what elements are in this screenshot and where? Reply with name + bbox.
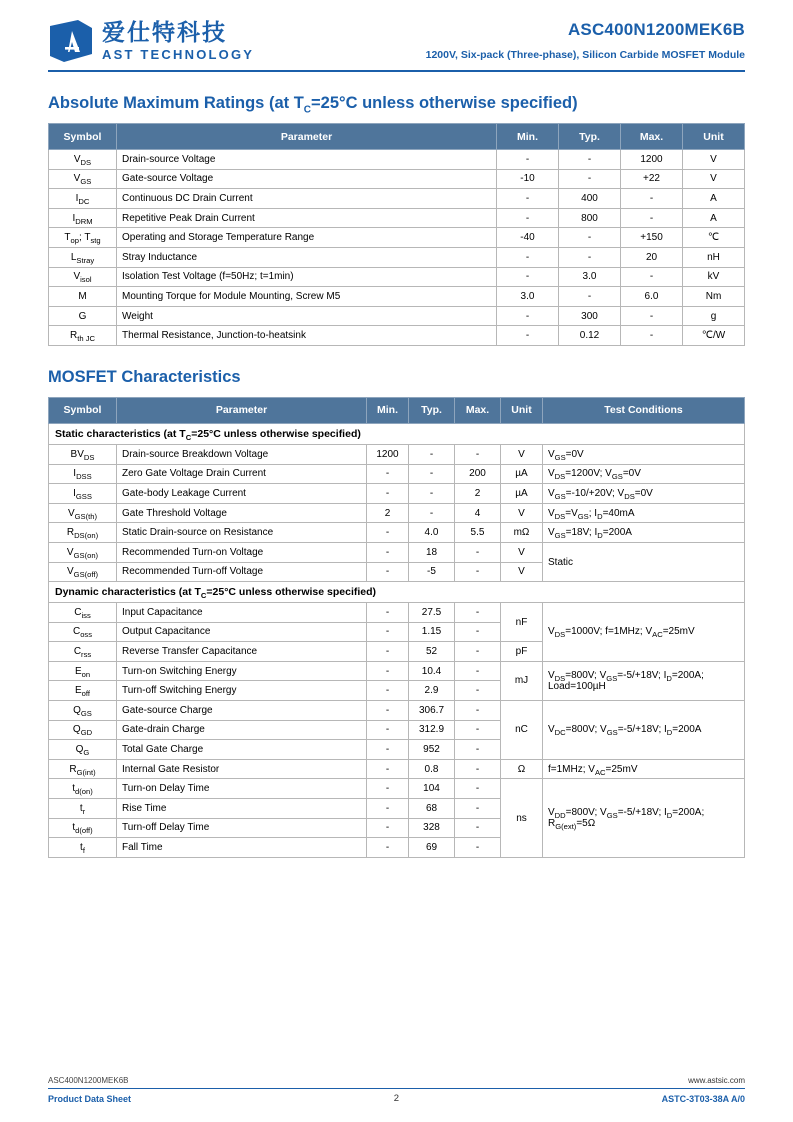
cell-typ: 1.15: [409, 622, 455, 642]
table-row: [49, 287, 745, 307]
col-symbol: Symbol: [49, 397, 117, 423]
cell-typ: 18: [409, 542, 455, 562]
cell-min: -: [367, 759, 409, 779]
cell-symbol: $R_{th JC}$: [49, 326, 117, 346]
cell-min: -: [367, 838, 409, 858]
cell-parameter: Stray Inductance: [117, 247, 497, 267]
cell-typ: 68: [409, 799, 455, 819]
cell-typ: 312.9: [409, 720, 455, 740]
cell-max: -: [455, 701, 501, 721]
cell-unit: V: [501, 444, 543, 464]
cell-parameter: Rise Time: [117, 799, 367, 819]
table-row: [49, 701, 745, 721]
cell-unit: nF: [501, 603, 543, 642]
cell-parameter: Reverse Transfer Capacitance: [117, 642, 367, 662]
footer-doc-type: Product Data Sheet: [48, 1093, 132, 1104]
cell-unit: V: [683, 150, 745, 170]
cell-min: -: [367, 818, 409, 838]
cell-max: -: [455, 779, 501, 799]
cell-typ: 2.9: [409, 681, 455, 701]
cell-parameter: Total Gate Charge: [117, 740, 367, 760]
section-title-absolute-maximum-ratings: Absolute Maximum Ratings (at $T_C=25^\circ C$ unless otherwise specified): [48, 94, 578, 116]
cell-min: -: [367, 562, 409, 582]
cell-min: -40: [497, 228, 559, 248]
cell-parameter: Recommended Turn-on Voltage: [117, 542, 367, 562]
cell-parameter: Zero Gate Voltage Drain Current: [117, 464, 367, 484]
cell-unit: kV: [683, 267, 745, 287]
cell-typ: 400: [559, 189, 621, 209]
cell-min: -: [497, 247, 559, 267]
col-parameter: Parameter: [117, 397, 367, 423]
cell-typ: 27.5: [409, 603, 455, 623]
cell-symbol: $E_{off}$: [49, 681, 117, 701]
cell-parameter: Drain-source Voltage: [117, 150, 497, 170]
cell-symbol: $t_{d(on)}$: [49, 779, 117, 799]
cell-unit: g: [683, 306, 745, 326]
brand-name-en: AST TECHNOLOGY: [102, 46, 255, 62]
cell-symbol: $Q_G$: [49, 740, 117, 760]
cell-max: +150: [621, 228, 683, 248]
cell-unit: V: [501, 503, 543, 523]
cell-min: -: [497, 306, 559, 326]
cell-unit: Ω: [501, 759, 543, 779]
cell-typ: 104: [409, 779, 455, 799]
cell-max: 5.5: [455, 523, 501, 543]
cell-unit: V: [501, 542, 543, 562]
cell-max: 200: [455, 464, 501, 484]
cell-min: -: [367, 740, 409, 760]
cell-parameter: Weight: [117, 306, 497, 326]
cell-typ: 52: [409, 642, 455, 662]
cell-max: -: [455, 444, 501, 464]
cell-symbol: $I_{DSS}$: [49, 464, 117, 484]
cell-min: -: [367, 484, 409, 504]
table-row: [49, 503, 745, 523]
cell-max: -: [455, 740, 501, 760]
cell-max: -: [455, 603, 501, 623]
table-row: [49, 267, 745, 287]
cell-parameter: Fall Time: [117, 838, 367, 858]
part-description: 1200V, Six-pack (Three-phase), Silicon Carbide MOSFET Module: [425, 49, 745, 61]
cell-min: -: [367, 642, 409, 662]
cell-unit: Nm: [683, 287, 745, 307]
cell-max: 4: [455, 503, 501, 523]
cell-parameter: Gate Threshold Voltage: [117, 503, 367, 523]
cell-symbol: $C_{oss}$: [49, 622, 117, 642]
cell-typ: 69: [409, 838, 455, 858]
cell-typ: -: [409, 464, 455, 484]
cell-typ: 328: [409, 818, 455, 838]
cell-unit: mJ: [501, 661, 543, 700]
cell-unit: ℃: [683, 228, 745, 248]
cell-symbol: $V_{GS}$: [49, 169, 117, 189]
cell-typ: 306.7: [409, 701, 455, 721]
table-row: [49, 523, 745, 543]
col-symbol: Symbol: [49, 124, 117, 150]
cell-max: -: [455, 642, 501, 662]
cell-symbol: $t_{d(off)}$: [49, 818, 117, 838]
cell-typ: 952: [409, 740, 455, 760]
cell-max: -: [621, 267, 683, 287]
cell-typ: 10.4: [409, 661, 455, 681]
cell-symbol: G: [49, 306, 117, 326]
cell-parameter: Turn-on Switching Energy: [117, 661, 367, 681]
cell-symbol: $C_{rss}$: [49, 642, 117, 662]
cell-parameter: Gate-drain Charge: [117, 720, 367, 740]
table-row: [49, 150, 745, 170]
cell-min: -: [367, 603, 409, 623]
part-number: ASC400N1200MEK6B: [567, 20, 745, 39]
cell-max: 2: [455, 484, 501, 504]
cell-min: -10: [497, 169, 559, 189]
section-title-mosfet-characteristics: MOSFET Characteristics: [48, 367, 241, 386]
table-row: [49, 464, 745, 484]
subsection-header-static: [49, 423, 745, 444]
col-typ: Typ.: [559, 124, 621, 150]
footer-website: www.astsic.com: [688, 1076, 745, 1085]
cell-parameter: Input Capacitance: [117, 603, 367, 623]
table-row: [49, 228, 745, 248]
cell-typ: -: [559, 169, 621, 189]
footer-bottom-row: [48, 1089, 745, 1104]
company-logo-icon: [48, 18, 94, 64]
cell-unit: µA: [501, 484, 543, 504]
col-max: Max.: [621, 124, 683, 150]
cell-test-condition: f=1MHz; $V_{AC}=25mV$: [543, 759, 745, 779]
cell-max: +22: [621, 169, 683, 189]
cell-unit: pF: [501, 642, 543, 662]
cell-unit: mΩ: [501, 523, 543, 543]
cell-symbol: $t_f$: [49, 838, 117, 858]
cell-symbol: $C_{iss}$: [49, 603, 117, 623]
cell-parameter: Operating and Storage Temperature Range: [117, 228, 497, 248]
table-header-row: [49, 397, 745, 423]
cell-symbol: $V_{GS(on)}$: [49, 542, 117, 562]
cell-parameter: Drain-source Breakdown Voltage: [117, 444, 367, 464]
col-unit: Unit: [683, 124, 745, 150]
cell-parameter: Gate-source Voltage: [117, 169, 497, 189]
cell-unit: A: [683, 208, 745, 228]
cell-min: -: [367, 799, 409, 819]
table-row: [49, 306, 745, 326]
cell-min: -: [367, 701, 409, 721]
cell-typ: -: [559, 150, 621, 170]
cell-min: 3.0: [497, 287, 559, 307]
cell-min: -: [367, 523, 409, 543]
col-test-conditions: Test Conditions: [543, 397, 745, 423]
col-parameter: Parameter: [117, 124, 497, 150]
cell-symbol: $I_{GSS}$: [49, 484, 117, 504]
subsection-label-static: Static characteristics (at $T_C=25^\circ C$ unless otherwise specified): [49, 423, 745, 444]
cell-max: -: [455, 838, 501, 858]
cell-typ: 4.0: [409, 523, 455, 543]
cell-parameter: Output Capacitance: [117, 622, 367, 642]
table-row: [49, 759, 745, 779]
cell-typ: -: [409, 503, 455, 523]
cell-unit: ℃/W: [683, 326, 745, 346]
cell-symbol: $V_{DS}$: [49, 150, 117, 170]
cell-parameter: Mounting Torque for Module Mounting, Screw M5: [117, 287, 497, 307]
table-header-row: [49, 124, 745, 150]
cell-min: -: [367, 681, 409, 701]
cell-max: -: [455, 681, 501, 701]
cell-symbol: $E_{on}$: [49, 661, 117, 681]
cell-max: 20: [621, 247, 683, 267]
cell-typ: -5: [409, 562, 455, 582]
subsection-label-dynamic: Dynamic characteristics (at $T_C=25^\circ C$ unless otherwise specified): [49, 582, 745, 603]
cell-parameter: Continuous DC Drain Current: [117, 189, 497, 209]
cell-symbol: $R_{DS(on)}$: [49, 523, 117, 543]
cell-max: -: [455, 799, 501, 819]
cell-max: -: [455, 542, 501, 562]
cell-symbol: $L_{Stray}$: [49, 247, 117, 267]
table-row: [49, 247, 745, 267]
cell-max: 6.0: [621, 287, 683, 307]
cell-unit: nC: [501, 701, 543, 760]
cell-typ: 3.0: [559, 267, 621, 287]
cell-parameter: Isolation Test Voltage (f=50Hz; t=1min): [117, 267, 497, 287]
cell-symbol: $R_{G(int)}$: [49, 759, 117, 779]
cell-max: -: [455, 661, 501, 681]
absolute-maximum-ratings-table: [48, 123, 745, 346]
cell-max: -: [455, 759, 501, 779]
cell-unit: V: [501, 562, 543, 582]
cell-min: 1200: [367, 444, 409, 464]
table-row: [49, 326, 745, 346]
cell-test-condition: $V_{GS}=-10/+20V$; $V_{DS}=0V$: [543, 484, 745, 504]
table-row: [49, 208, 745, 228]
cell-max: -: [621, 326, 683, 346]
cell-max: -: [621, 208, 683, 228]
cell-test-condition: $V_{DD}=800V$; $V_{GS}=-5/+18V$; $I_D=200A$; $R_{G(ext)}=5\Omega$: [543, 779, 745, 857]
cell-min: -: [367, 779, 409, 799]
cell-max: -: [621, 306, 683, 326]
brand-name-cn: 爱仕特科技: [102, 19, 227, 46]
cell-max: -: [455, 562, 501, 582]
table-row: [49, 444, 745, 464]
cell-max: 1200: [621, 150, 683, 170]
footer-top-row: [48, 1076, 745, 1089]
cell-symbol: $I_{DC}$: [49, 189, 117, 209]
col-min: Min.: [367, 397, 409, 423]
col-max: Max.: [455, 397, 501, 423]
cell-parameter: Gate-source Charge: [117, 701, 367, 721]
cell-test-condition: $V_{GS}=0V$: [543, 444, 745, 464]
cell-max: -: [455, 818, 501, 838]
cell-min: 2: [367, 503, 409, 523]
cell-unit: nH: [683, 247, 745, 267]
cell-symbol: $Q_{GD}$: [49, 720, 117, 740]
col-min: Min.: [497, 124, 559, 150]
cell-parameter: Thermal Resistance, Junction-to-heatsink: [117, 326, 497, 346]
cell-min: -: [367, 622, 409, 642]
cell-typ: -: [409, 444, 455, 464]
mosfet-characteristics-table: [48, 397, 745, 858]
cell-max: -: [455, 720, 501, 740]
cell-min: -: [497, 208, 559, 228]
col-unit: Unit: [501, 397, 543, 423]
table-row: [49, 603, 745, 623]
table-row: [49, 542, 745, 562]
cell-symbol: $t_r$: [49, 799, 117, 819]
cell-test-condition: $V_{DS}=1000V$; f=1MHz; $V_{AC}=25mV$: [543, 603, 745, 662]
cell-parameter: Turn-on Delay Time: [117, 779, 367, 799]
cell-typ: 300: [559, 306, 621, 326]
cell-typ: 0.12: [559, 326, 621, 346]
cell-parameter: Turn-off Switching Energy: [117, 681, 367, 701]
cell-max: -: [621, 189, 683, 209]
cell-min: -: [497, 150, 559, 170]
cell-min: -: [497, 326, 559, 346]
col-typ: Typ.: [409, 397, 455, 423]
table-row: [49, 169, 745, 189]
cell-test-condition: $V_{DS}=800V$; $V_{GS}=-5/+18V$; $I_D=200A$; Load=100µH: [543, 661, 745, 700]
cell-symbol: $T_{op}$; $T_{stg}$: [49, 228, 117, 248]
cell-typ: -: [559, 247, 621, 267]
footer-part-number: ASC400N1200MEK6B: [48, 1076, 129, 1085]
table-row: [49, 779, 745, 799]
subsection-header-dynamic: [49, 582, 745, 603]
cell-test-condition: $V_{DS}=V_{GS}$; $I_D=40mA$: [543, 503, 745, 523]
cell-max: -: [455, 622, 501, 642]
cell-typ: 0.8: [409, 759, 455, 779]
cell-min: -: [367, 464, 409, 484]
header-part-info: [426, 18, 745, 61]
cell-min: -: [497, 267, 559, 287]
cell-parameter: Static Drain-source on Resistance: [117, 523, 367, 543]
cell-min: -: [367, 542, 409, 562]
cell-min: -: [367, 720, 409, 740]
cell-symbol: $I_{DRM}$: [49, 208, 117, 228]
cell-symbol: $Q_{GS}$: [49, 701, 117, 721]
cell-parameter: Turn-off Delay Time: [117, 818, 367, 838]
table-row: [49, 661, 745, 681]
cell-unit: ns: [501, 779, 543, 857]
brand-name: [102, 21, 254, 62]
cell-typ: 800: [559, 208, 621, 228]
cell-symbol: $V_{GS(th)}$: [49, 503, 117, 523]
cell-typ: -: [409, 484, 455, 504]
cell-test-condition: $V_{GS}=18V$; $I_D=200A$: [543, 523, 745, 543]
page-header: [48, 18, 745, 72]
cell-symbol: $V_{GS(off)}$: [49, 562, 117, 582]
cell-unit: µA: [501, 464, 543, 484]
cell-parameter: Recommended Turn-off Voltage: [117, 562, 367, 582]
cell-test-condition: $V_{DC}=800V$; $V_{GS}=-5/+18V$; $I_D=200A$: [543, 701, 745, 760]
brand-block: [48, 18, 254, 64]
cell-typ: -: [559, 287, 621, 307]
cell-typ: -: [559, 228, 621, 248]
cell-symbol: $V_{isol}$: [49, 267, 117, 287]
cell-min: -: [497, 189, 559, 209]
cell-unit: V: [683, 169, 745, 189]
cell-parameter: Gate-body Leakage Current: [117, 484, 367, 504]
cell-unit: A: [683, 189, 745, 209]
footer-page-number: 2: [393, 1093, 399, 1104]
cell-test-condition: Static: [543, 542, 745, 581]
cell-parameter: Internal Gate Resistor: [117, 759, 367, 779]
table-row: [49, 189, 745, 209]
table-row: [49, 484, 745, 504]
cell-parameter: Repetitive Peak Drain Current: [117, 208, 497, 228]
cell-min: -: [367, 661, 409, 681]
footer-doc-code: ASTC-3T03-38A A/0: [661, 1093, 745, 1104]
cell-symbol: $BV_{DS}$: [49, 444, 117, 464]
cell-test-condition: $V_{DS}=1200V$; $V_{GS}=0V$: [543, 464, 745, 484]
cell-symbol: M: [49, 287, 117, 307]
page-footer: [48, 1076, 745, 1104]
